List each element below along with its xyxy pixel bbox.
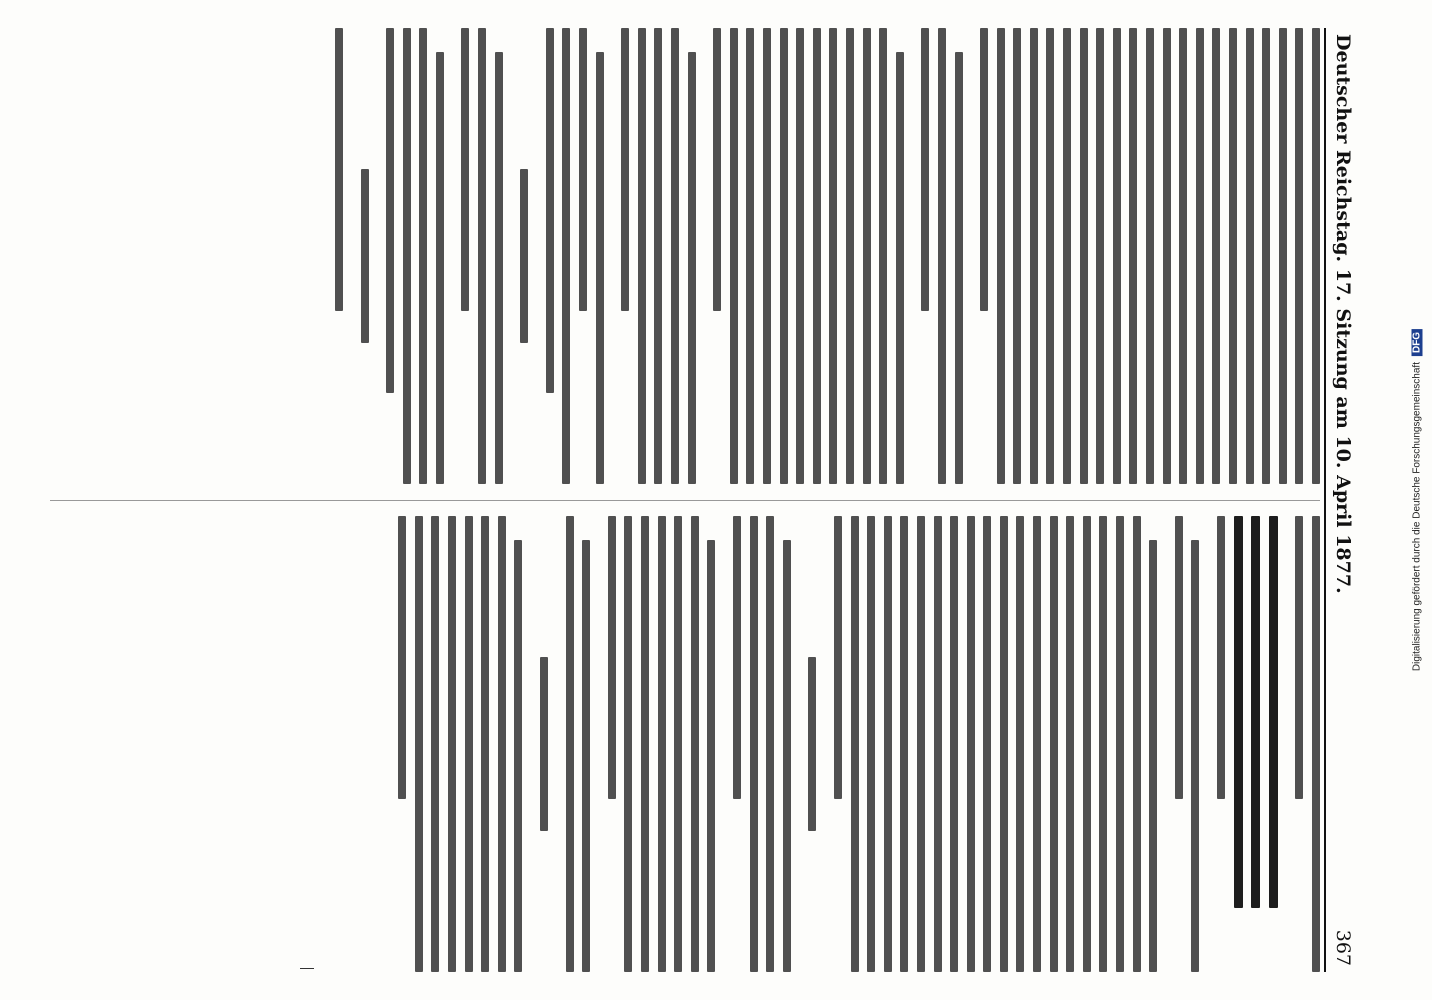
text-line bbox=[1013, 28, 1021, 484]
rotated-scan bbox=[233, 0, 1354, 1000]
text-line bbox=[1033, 516, 1041, 972]
text-line bbox=[1246, 28, 1254, 484]
text-line bbox=[654, 28, 662, 484]
text-line bbox=[796, 28, 804, 484]
text-line bbox=[1212, 28, 1220, 484]
text-line bbox=[546, 28, 554, 393]
text-line bbox=[478, 28, 486, 484]
text-line bbox=[540, 657, 548, 830]
text-line bbox=[1295, 516, 1303, 799]
text-line bbox=[733, 516, 741, 799]
text-line bbox=[808, 657, 816, 830]
text-line bbox=[1129, 28, 1137, 484]
text-line bbox=[1096, 28, 1104, 484]
text-line bbox=[1312, 516, 1320, 972]
text-line bbox=[983, 516, 991, 972]
text-line bbox=[863, 28, 871, 484]
page-header bbox=[1324, 28, 1360, 972]
text-line bbox=[921, 28, 929, 311]
text-line bbox=[1149, 540, 1157, 972]
paragraph-gap bbox=[1157, 516, 1166, 972]
paragraph-gap bbox=[343, 28, 352, 484]
text-line bbox=[829, 28, 837, 484]
text-line bbox=[596, 52, 604, 484]
text-line bbox=[495, 52, 503, 484]
page-number: 367 bbox=[1332, 929, 1354, 966]
text-line bbox=[1279, 28, 1287, 484]
paragraph-gap bbox=[791, 516, 800, 972]
text-line bbox=[520, 169, 528, 342]
paragraph-gap bbox=[816, 516, 825, 972]
text-line bbox=[481, 516, 489, 972]
text-line bbox=[713, 28, 721, 311]
text-line bbox=[955, 52, 963, 484]
text-line bbox=[403, 28, 411, 484]
paragraph-gap bbox=[522, 516, 531, 972]
text-line bbox=[691, 516, 699, 972]
text-line bbox=[967, 516, 975, 972]
text-line bbox=[934, 516, 942, 972]
text-line bbox=[638, 28, 646, 484]
paragraph-gap bbox=[503, 28, 512, 484]
column-divider bbox=[50, 500, 1320, 501]
text-line bbox=[834, 516, 842, 799]
text-line bbox=[462, 28, 470, 311]
text-line bbox=[1229, 28, 1237, 484]
paragraph-gap bbox=[548, 516, 557, 972]
paragraph-gap bbox=[963, 28, 972, 484]
text-line bbox=[562, 28, 570, 484]
text-line bbox=[1262, 28, 1270, 484]
text-line bbox=[980, 28, 988, 311]
paragraph-gap bbox=[715, 516, 724, 972]
text-line bbox=[671, 28, 679, 484]
text-line bbox=[846, 28, 854, 484]
text-line bbox=[1080, 28, 1088, 484]
text-line bbox=[1066, 516, 1074, 972]
text-line bbox=[415, 516, 423, 972]
text-line bbox=[1269, 516, 1278, 908]
text-line bbox=[465, 516, 473, 972]
text-line bbox=[938, 28, 946, 484]
text-line bbox=[950, 516, 958, 972]
paragraph-gap bbox=[904, 28, 913, 484]
text-line bbox=[514, 540, 522, 972]
text-line bbox=[1179, 28, 1187, 484]
text-line bbox=[624, 516, 632, 972]
text-line bbox=[1017, 516, 1025, 972]
text-line bbox=[1234, 516, 1243, 908]
caption-text: Digitalisierung gefördert durch die Deutsche Forschungsgemeinschaft bbox=[1411, 362, 1423, 672]
text-line bbox=[386, 28, 394, 393]
text-line bbox=[1175, 516, 1183, 799]
text-line bbox=[1146, 28, 1154, 484]
text-line bbox=[1196, 28, 1204, 484]
text-line bbox=[813, 28, 821, 484]
text-line bbox=[436, 52, 444, 484]
text-line bbox=[419, 28, 427, 484]
running-title: Deutscher Reichstag. 17. Sitzung am 10. April 1877. bbox=[1332, 34, 1354, 594]
text-line bbox=[608, 516, 616, 799]
text-line bbox=[1113, 28, 1121, 484]
text-line bbox=[448, 516, 456, 972]
paragraph-gap bbox=[1199, 516, 1208, 972]
text-line bbox=[1251, 516, 1260, 908]
text-line bbox=[997, 28, 1005, 484]
dfg-logo: DFG bbox=[1412, 329, 1423, 356]
paragraph-gap bbox=[369, 28, 378, 484]
paragraph-gap bbox=[590, 516, 599, 972]
paragraph-gap bbox=[1278, 516, 1287, 972]
document-sheet bbox=[50, 28, 1360, 972]
paragraph-gap bbox=[604, 28, 613, 484]
text-line bbox=[884, 516, 892, 972]
text-line bbox=[566, 516, 574, 972]
text-line bbox=[766, 516, 774, 972]
text-line bbox=[780, 28, 788, 484]
text-line bbox=[783, 540, 791, 972]
text-line bbox=[867, 516, 875, 972]
text-line bbox=[1295, 28, 1303, 484]
text-line bbox=[1047, 28, 1055, 484]
text-line bbox=[896, 52, 904, 484]
paragraph-gap bbox=[696, 28, 705, 484]
text-line bbox=[1083, 516, 1091, 972]
paragraph-gap bbox=[444, 28, 453, 484]
text-line bbox=[432, 516, 440, 972]
text-line bbox=[1217, 516, 1225, 799]
text-line bbox=[1000, 516, 1008, 972]
text-line bbox=[658, 516, 666, 972]
text-line bbox=[688, 52, 696, 484]
text-line bbox=[900, 516, 908, 972]
text-line bbox=[582, 540, 590, 972]
text-line bbox=[1050, 516, 1058, 972]
text-line bbox=[746, 28, 754, 484]
text-line bbox=[707, 540, 715, 972]
paragraph-gap bbox=[528, 28, 537, 484]
digitization-caption bbox=[1402, 0, 1432, 1000]
text-line bbox=[1116, 516, 1124, 972]
right-column bbox=[50, 516, 1320, 972]
text-line bbox=[1312, 28, 1320, 484]
text-line bbox=[750, 516, 758, 972]
text-line bbox=[398, 516, 406, 799]
text-line bbox=[1099, 516, 1107, 972]
text-line bbox=[498, 516, 506, 972]
text-line bbox=[730, 28, 738, 484]
left-column bbox=[50, 28, 1320, 484]
text-line bbox=[1191, 540, 1199, 972]
edge-mark bbox=[300, 968, 314, 969]
text-line bbox=[621, 28, 629, 311]
text-line bbox=[361, 169, 369, 342]
text-line bbox=[579, 28, 587, 311]
text-line bbox=[1063, 28, 1071, 484]
text-line bbox=[851, 516, 859, 972]
text-line bbox=[335, 28, 343, 311]
text-line bbox=[1163, 28, 1171, 484]
text-line bbox=[641, 516, 649, 972]
text-line bbox=[674, 516, 682, 972]
text-line bbox=[763, 28, 771, 484]
text-line bbox=[917, 516, 925, 972]
text-line bbox=[1133, 516, 1141, 972]
text-line bbox=[879, 28, 887, 484]
text-line bbox=[1030, 28, 1038, 484]
